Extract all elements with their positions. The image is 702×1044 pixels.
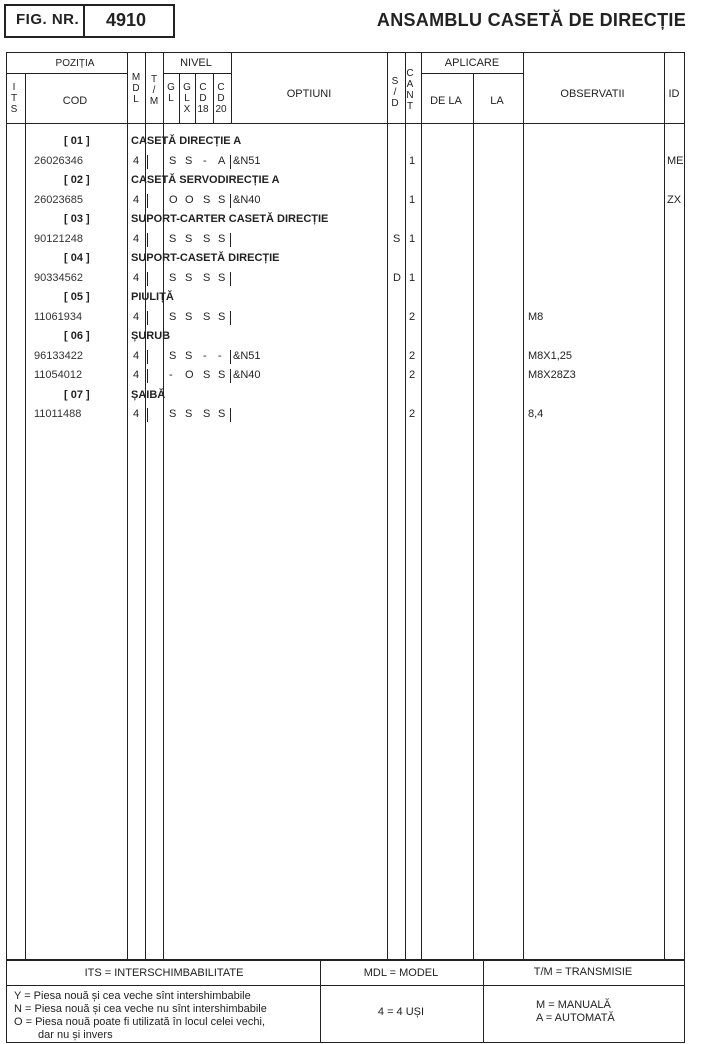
part-option: &N51: [233, 154, 261, 167]
part-mdl: 4: [133, 408, 140, 420]
part-nivel: S: [169, 349, 177, 362]
legend-its-title: ITS = INTERSCHIMBABILITATE: [84, 967, 244, 979]
part-group-name: ȘURUB: [131, 330, 171, 342]
part-nivel: S: [218, 232, 226, 245]
part-mdl: 4: [133, 193, 140, 206]
part-group-name: CASETĂ DIRECȚIE A: [131, 135, 242, 147]
col-cant: C A N T: [406, 68, 414, 112]
part-code: 26023685: [34, 193, 83, 206]
legend-mdl-value: 4 = 4 UȘI: [377, 1006, 425, 1018]
part-quantity: 1: [409, 232, 416, 245]
col-gl: G L: [167, 82, 175, 104]
legend-mdl-title: MDL = MODEL: [363, 967, 439, 979]
part-nivel: S: [169, 408, 177, 420]
legend-its-line-o2: dar nu și invers: [38, 1029, 113, 1041]
tick-mark: [147, 408, 148, 422]
position-number: [ 06 ]: [64, 330, 90, 342]
part-nivel: S: [185, 349, 193, 362]
part-nivel: S: [218, 408, 226, 420]
tick-mark: [147, 311, 148, 325]
col-id: ID: [668, 88, 680, 100]
part-nivel: S: [169, 310, 177, 323]
part-quantity: 2: [409, 369, 416, 381]
part-nivel: S: [218, 310, 226, 323]
part-nivel: S: [203, 232, 211, 245]
part-code: 11054012: [34, 369, 83, 381]
part-nivel: S: [218, 271, 226, 284]
part-nivel: -: [169, 369, 173, 381]
part-nivel: -: [203, 349, 207, 362]
part-option: &N40: [233, 193, 261, 206]
part-observation: M8X1,25: [528, 349, 573, 362]
legend-its-line-y: Y = Piesa nouă și cea veche sînt intershimbabile: [14, 990, 251, 1002]
tick-mark: [230, 369, 231, 383]
part-mdl: 4: [133, 154, 140, 167]
legend-tm-title: T/M = TRANSMISIE: [533, 966, 633, 978]
part-sd: D: [393, 271, 401, 284]
legend-its-line-n: N = Piesa nouă și cea veche nu sînt intershimbabile: [14, 1003, 267, 1015]
col-nivel: NIVEL: [180, 57, 212, 69]
part-option: &N51: [233, 349, 261, 362]
col-glx: G L X: [183, 82, 191, 115]
part-quantity: 1: [409, 154, 416, 167]
part-group-name: SUPORT-CASETĂ DIRECȚIE: [131, 252, 280, 264]
position-number: [ 03 ]: [64, 213, 90, 225]
col-aplicare: APLICARE: [444, 57, 500, 69]
col-sd: S / D: [391, 76, 399, 109]
tick-mark: [230, 233, 231, 247]
part-quantity: 2: [409, 349, 416, 362]
position-number: [ 02 ]: [64, 174, 90, 186]
part-group-name: CASETĂ SERVODIRECȚIE A: [131, 174, 280, 186]
part-nivel: S: [203, 271, 211, 284]
part-code: 11011488: [34, 408, 82, 420]
part-mdl: 4: [133, 310, 140, 323]
part-code: 96133422: [34, 349, 83, 362]
position-number: [ 05 ]: [64, 291, 90, 303]
tick-mark: [230, 155, 231, 169]
part-id: ZX: [667, 193, 682, 206]
tick-mark: [147, 155, 148, 169]
part-nivel: S: [169, 154, 177, 167]
part-quantity: 2: [409, 310, 416, 323]
part-nivel: S: [185, 154, 193, 167]
part-nivel: S: [218, 193, 226, 206]
part-nivel: -: [203, 154, 207, 167]
part-observation: 8,4: [528, 408, 544, 420]
part-id: ME: [667, 154, 684, 167]
part-mdl: 4: [133, 369, 140, 381]
legend-its-line-o: O = Piesa nouă poate fi utilizată în locul celei vechi,: [14, 1016, 266, 1028]
tick-mark: [230, 311, 231, 325]
tick-mark: [147, 233, 148, 247]
col-la: LA: [490, 95, 504, 107]
part-observation: M8: [528, 310, 544, 323]
part-group-name: PIULIȚĂ: [131, 291, 174, 303]
part-group-name: SUPORT-CARTER CASETĂ DIRECȚIE: [131, 213, 329, 225]
part-quantity: 1: [409, 193, 416, 206]
part-nivel: S: [185, 310, 193, 323]
part-nivel: O: [185, 369, 194, 381]
part-nivel: S: [185, 408, 193, 420]
part-mdl: 4: [133, 349, 140, 362]
col-pozitia: POZIȚIA: [55, 58, 95, 69]
tick-mark: [147, 272, 148, 286]
position-number: [ 07 ]: [64, 388, 90, 401]
figure-number: 4910: [106, 10, 147, 30]
legend-tm-manual: M = MANUALĂ: [536, 999, 611, 1011]
part-nivel: S: [218, 369, 226, 381]
col-de-la: DE LA: [430, 95, 462, 107]
part-observation: M8X28Z3: [528, 369, 576, 381]
part-nivel: S: [169, 271, 177, 284]
part-nivel: S: [185, 271, 193, 284]
part-nivel: S: [203, 193, 211, 206]
tick-mark: [230, 350, 231, 364]
col-optiuni: OPTIUNI: [286, 88, 332, 100]
col-tm: T / M: [149, 74, 159, 107]
col-cd20: C D 20: [215, 82, 227, 115]
col-its: I T S: [10, 82, 18, 115]
part-nivel: S: [185, 232, 193, 245]
part-nivel: O: [185, 193, 194, 206]
tick-mark: [230, 194, 231, 208]
part-code: 90121248: [34, 232, 83, 245]
tick-mark: [147, 194, 148, 208]
part-code: 11061934: [34, 310, 83, 323]
part-nivel: -: [218, 349, 222, 362]
part-nivel: S: [203, 369, 211, 381]
part-nivel: A: [218, 154, 226, 167]
parts-table: [6, 52, 685, 960]
col-mdl: M D L: [131, 72, 141, 105]
tick-mark: [230, 408, 231, 422]
col-cod: COD: [62, 95, 88, 107]
part-nivel: S: [203, 310, 211, 323]
part-nivel: S: [169, 232, 177, 245]
part-code: 90334562: [34, 271, 83, 284]
col-observatii: OBSERVATII: [560, 88, 625, 100]
figure-label: FIG. NR.: [16, 11, 80, 28]
part-option: &N40: [233, 369, 261, 381]
tick-mark: [230, 272, 231, 286]
position-number: [ 01 ]: [64, 135, 90, 147]
part-quantity: 1: [409, 271, 416, 284]
part-group-name: ȘAIBĂ: [131, 388, 166, 401]
legend-tm-auto: A = AUTOMATĂ: [536, 1012, 615, 1024]
part-mdl: 4: [133, 271, 140, 284]
part-mdl: 4: [133, 232, 140, 245]
tick-mark: [147, 369, 148, 383]
col-cd18: C D 18: [197, 82, 209, 115]
tick-mark: [147, 350, 148, 364]
part-sd: S: [393, 232, 401, 245]
part-code: 26026346: [34, 154, 83, 167]
part-nivel: O: [169, 193, 178, 206]
part-nivel: S: [203, 408, 211, 420]
position-number: [ 04 ]: [64, 252, 90, 264]
part-quantity: 2: [409, 408, 416, 420]
page-title: ANSAMBLU CASETĂ DE DIRECȚIE: [376, 10, 686, 30]
